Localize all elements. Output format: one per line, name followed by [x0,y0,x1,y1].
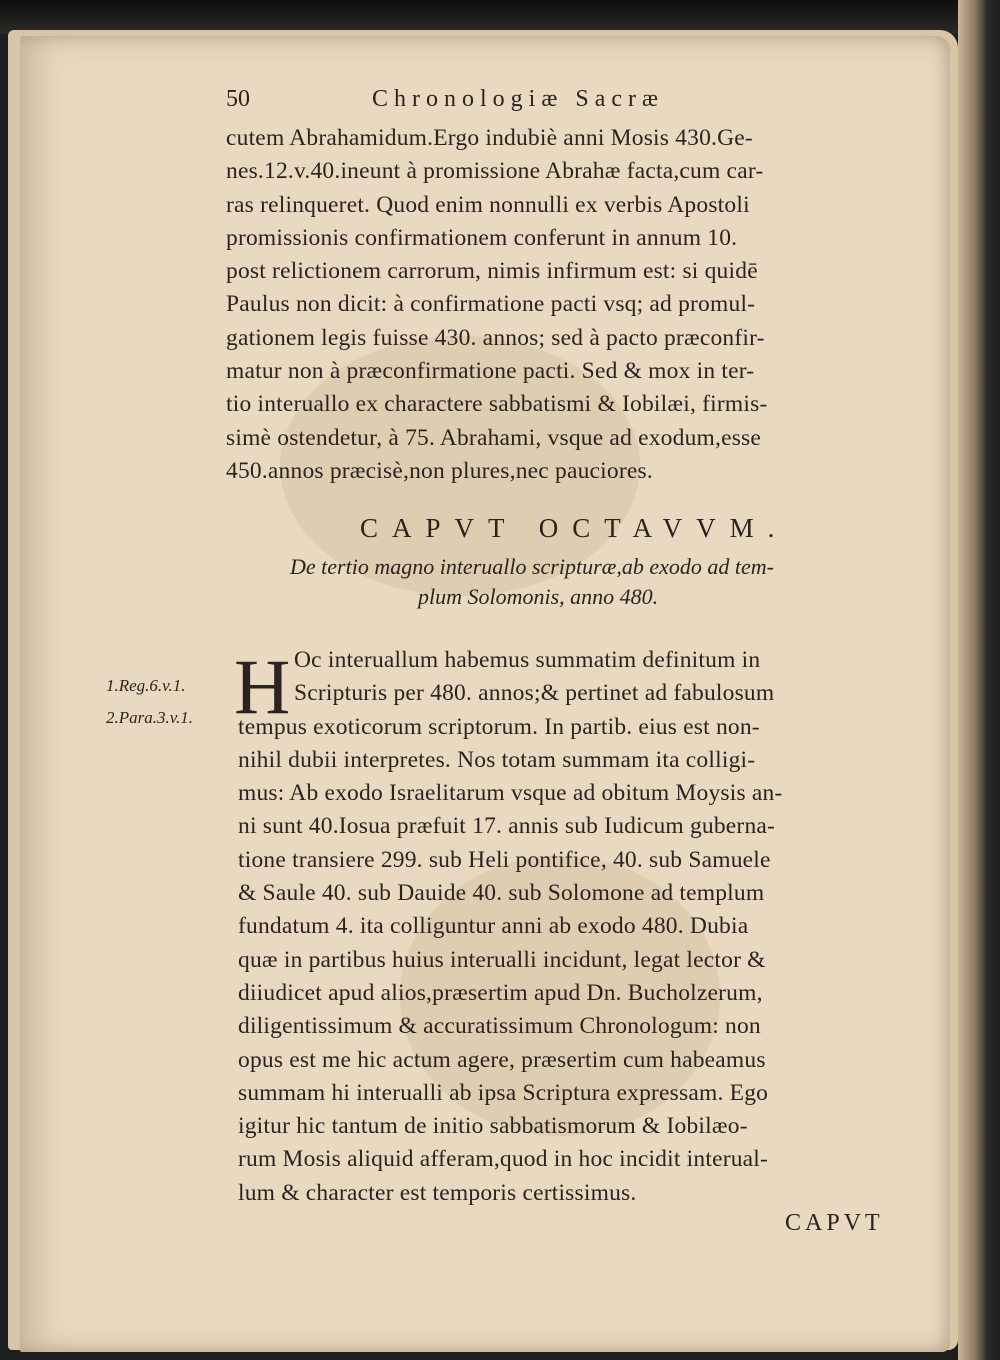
top-paragraph [226,122,902,488]
text-line: diiudicet apud alios,præsertim apud Dn. Bucholzerum, [238,979,763,1006]
running-title: Chronologiæ Sacræ [372,86,664,112]
text-line: Scripturis per 480. annos;& pertinet ad fabulosum [294,680,775,707]
text-line: & Saule 40. sub Dauide 40. sub Solomone ad templum [238,880,765,907]
text-line: tempus exoticorum scriptorum. In partib. eius est non- [238,713,760,740]
text-line: fundatum 4. ita colliguntur anni ab exodo 480. Dubia [238,913,749,940]
text-line: quæ in partibus huius interualli incidunt, legat lector & [238,946,766,973]
chapter-title: CAPVT OCTAVVM. [360,513,789,543]
text-line: 450.annos præcisè,non plures,nec pauciores. [226,457,653,484]
text-line: simè ostendetur, à 75. Abrahami, vsque ad exodum,esse [226,424,762,451]
text-line: promissionis confirmationem conferunt in annum 10. [226,224,738,251]
text-line: Oc interuallum habemus summatim definitum in [294,647,761,673]
text-line: summam hi interualli ab ipsa Scriptura expressam. Ego [238,1079,769,1106]
text-line: mus: Ab exodo Israelitarum vsque ad obitum Moysis an- [238,780,783,807]
text-line: gationem legis fuisse 430. annos; sed à pacto præconfir- [226,324,765,351]
book-top-edge [0,0,1000,34]
text-line: Paulus non dicit: à confirmatione pacti vsq; ad promul- [226,291,756,318]
folio-number: 50 [226,86,250,112]
text-line: tio interuallo ex charactere sabbatismi & Iobilæi, firmis- [226,391,768,418]
marginal-note: 1.Reg.6.v.1. [106,676,186,695]
text-line: ni sunt 40.Iosua præfuit 17. annis sub Iudicum guberna- [238,813,776,840]
text-line: ras relinqueret. Quod enim nonnulli ex verbis Apostoli [226,191,750,218]
drop-cap: H [234,643,291,730]
text-line: nes.12.v.40.ineunt à promissione Abrahæ facta,cum car- [226,158,764,185]
text-line: cutem Abrahamidum.Ergo indubiè anni Mosis 430.Ge- [226,125,753,151]
subtitle-line: De tertio magno interuallo scripturæ,ab exodo ad tem- [290,554,774,579]
body-paragraph [238,644,906,1210]
marginal-notes [106,670,193,734]
text-line: post relictionem carrorum, nimis infirmum est: si quidē [226,258,758,285]
catchword: CAPVT [785,1210,884,1236]
subtitle-line: plum Solomonis, anno 480. [418,584,659,609]
text-line: lum & character est temporis certissimus. [238,1179,637,1206]
next-page-edge [958,0,1000,1360]
text-line: nihil dubii interpretes. Nos totam summam ita colligi- [238,746,756,773]
text-line: rum Mosis aliquid afferam,quod in hoc incidit interual- [238,1146,769,1173]
text-line: diligentissimum & accuratissimum Chronologum: non [238,1013,761,1040]
text-line: igitur hic tantum de initio sabbatismorum & Iobilæo- [238,1113,748,1140]
text-line: matur non à præconfirmatione pacti. Sed & mox in ter- [226,358,755,385]
text-line: tione transiere 299. sub Heli pontifice, 40. sub Samuele [238,846,771,873]
text-line: opus est me hic actum agere, præsertim cum habeamus [238,1046,766,1073]
marginal-note: 2.Para.3.v.1. [106,708,194,727]
chapter-subtitle [290,552,850,612]
